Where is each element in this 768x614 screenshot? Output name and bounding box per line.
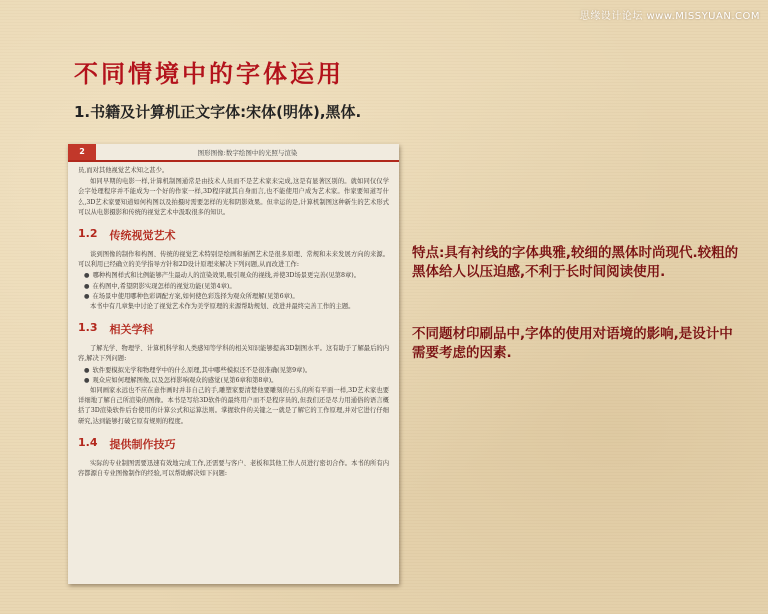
intro-paragraph: 员,而对其他视觉艺术知之甚少。 (78, 167, 169, 174)
bullet-dot-icon: ● (84, 376, 90, 384)
section-heading-text: 传统视觉艺术 (109, 229, 176, 243)
bullet-item (84, 292, 389, 302)
section-heading-text: 相关学科 (109, 323, 154, 337)
running-head: 图形图像:数字绘图中的光照与渲染 (197, 148, 298, 157)
feature-note: 特点:具有衬线的字体典雅,较细的黑体时尚现代.较粗的黑体给人以压迫感,不利于长时间阅读使用. (412, 245, 739, 280)
section-heading-text: 提供制作技巧 (109, 437, 176, 451)
bullet-dot-icon: ● (84, 282, 90, 290)
bullet-dot-icon: ● (84, 292, 90, 300)
bullet-dot-icon: ● (84, 272, 90, 280)
bullet-dot-icon: ● (84, 366, 90, 374)
section-number: 1.4 (78, 435, 98, 449)
bullet-item (84, 376, 389, 386)
page-number: 2 (68, 144, 96, 160)
body-paragraph: 谈到图像的制作和构图、传统的视觉艺术特别是绘画和插图艺术是很多原理、常规和未来发展方向的来源。可以利用已经确立的美学指导方针和2D设计原理来解决下列问题,从而改进工作: (78, 251, 389, 269)
bullet-item (84, 282, 389, 292)
section-heading (78, 227, 389, 243)
section-heading (78, 436, 389, 452)
body-paragraph: 了解光学、物理学、计算机科学和人类感知等学科的相关知识能够提高3D制图水平。这有助于了解最后的内容,解决下列问题: (78, 345, 389, 363)
body-paragraph: 本书中有几章集中讨论了视觉艺术作为美学原理的来源帮助规划、改进并最终完善工作的主题。 (90, 303, 355, 311)
book-page-photo (68, 144, 399, 584)
intro-paragraph: 如同早期的电影一样,计算机制图通常是由技术人员而不是艺术家来完成,这是有显著区别的。就如同仅仅学会字处理程序并不能成为一个好的作家一样,3D程序就其自身而言,也不能使用户成为艺术家。作家要知道写什么,3D艺术家要知道如何构图以及拍摄时需要怎样的光和阴影效果。但幸运的是,计算机制图这种新生的艺术形式可以从电影摄影和传统的视觉艺术中汲取很多的知识。 (78, 178, 389, 216)
body-paragraph: 实际的专业制图需要迅速有效地完成工作,还需要与客户、老板和其他工作人员进行密切合作。本书的所有内容都源自专业图像制作的经验,可以帮助解决如下问题: (78, 459, 389, 478)
section-heading (78, 321, 389, 337)
page-header (68, 144, 399, 162)
bullet-text: 在构图中,希望阴影实现怎样的视觉功能(见第4章)。 (92, 282, 236, 290)
bullet-text: 观众应如何理解图像,以及怎样影响观众的感觉(见第6章和第8章)。 (92, 376, 278, 384)
bullet-text: 哪种构图样式和比例能够产生最动人的渲染效果,吸引观众的视线,并使3D场景更完善(见第8章)。 (92, 272, 361, 280)
bullet-item (84, 271, 389, 281)
bullet-text: 在场景中使用哪种色彩调配方案,如何使色彩选择为观众所理解(见第6章)。 (92, 292, 299, 300)
bullet-text: 软件要模拟光学和物理学中的什么原理,其中哪些模拟还不是很准确(见第9章)。 (92, 366, 312, 374)
section-number: 1.2 (78, 227, 98, 241)
section-subtitle: 1.书籍及计算机正文字体:宋体(明体),黑体. (74, 103, 362, 121)
context-note: 不同题材印刷品中,字体的使用对语境的影响,是设计中需要考虑的因素. (412, 326, 733, 361)
page-title: 不同情境中的字体运用 (74, 60, 344, 88)
site-watermark: 思缘设计论坛 www.MISSYUAN.COM (579, 11, 760, 22)
page-body (68, 162, 399, 479)
bullet-item (84, 366, 389, 376)
section-number: 1.3 (78, 321, 98, 335)
body-paragraph: 如同画家永远也不应在意作画时并非自己的手,雕塑家要清楚他要雕刻的石头的所有平面一样,3D艺术家也要详细地了解自己所渲染的图像。本书是写给3D软件的最终用户而不是程序员的,但我们还是尽力用通俗的语言概括了3D渲染软件后台使用的计算公式和运算法则。掌握软件的关键之一就是了解它的工作原理,并对它进行仔细研究,达到能够打破它原有规则的程度。 (78, 387, 389, 425)
